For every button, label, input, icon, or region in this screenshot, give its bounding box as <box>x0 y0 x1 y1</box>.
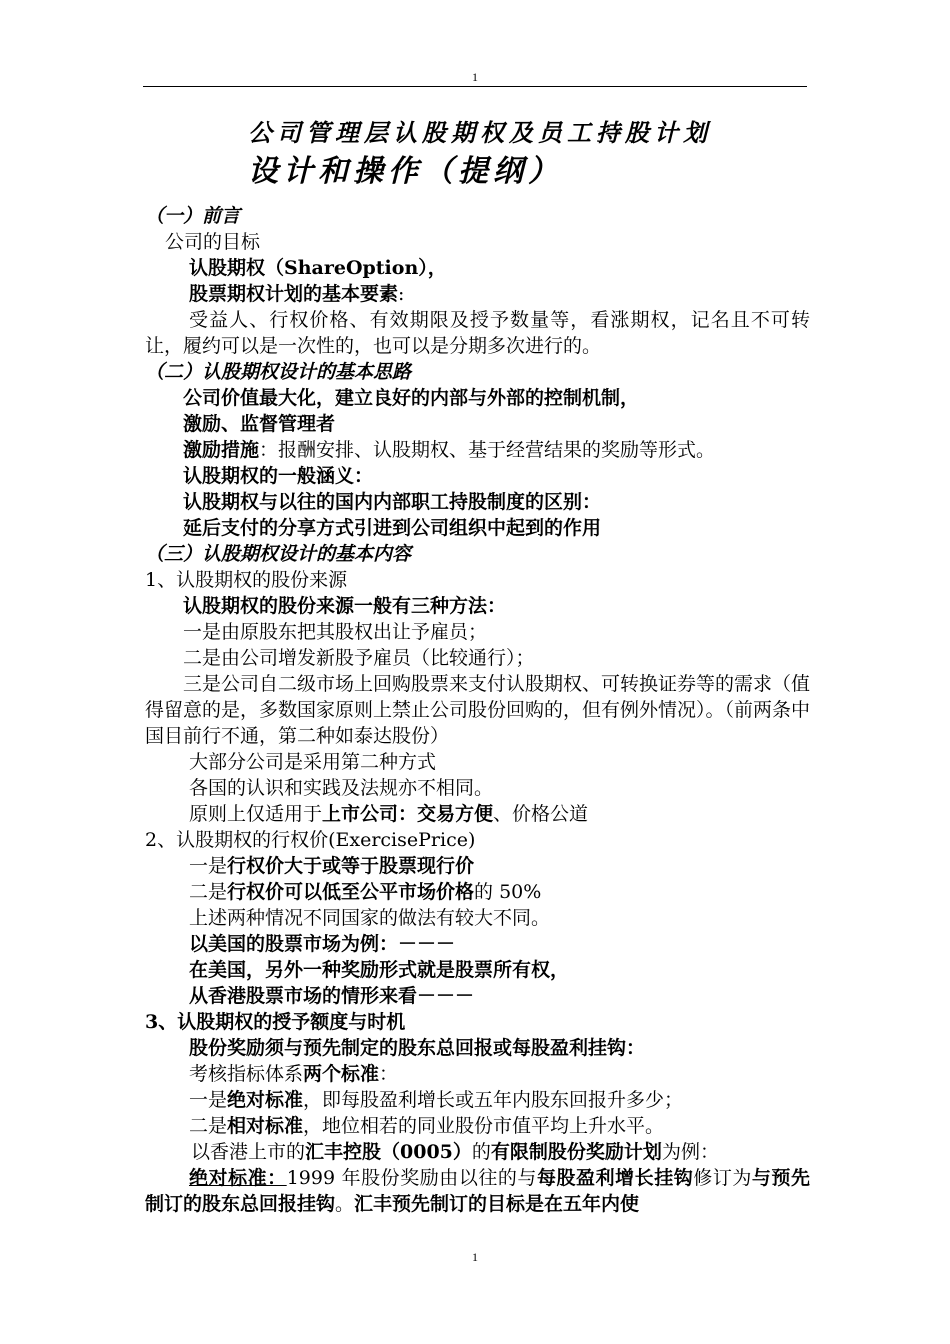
text-span: 一是 <box>189 855 228 877</box>
text-span: 绝对标准 <box>227 1089 304 1111</box>
page-number-bottom: 1 <box>472 1250 478 1264</box>
section-heading-3: （三）认股期权设计的基本内容 <box>145 543 412 565</box>
text-line: 认股期权的股份来源一般有三种方法： <box>183 595 507 617</box>
section-heading-1: （一）前言 <box>145 205 241 227</box>
paragraph <box>145 1165 810 1217</box>
text-line: 以美国的股票市场为例：－－－ <box>189 933 456 955</box>
text-line <box>145 281 810 307</box>
text-line: 公司价值最大化，建立良好的内部与外部的控制机制， <box>183 387 640 409</box>
numbered-heading: 1、认股期权的股份来源 <box>145 569 348 591</box>
doc-title-line1: 公司管理层认股期权及员工持股计划 <box>248 119 712 147</box>
document-body <box>145 203 810 1217</box>
text-line <box>145 1061 810 1087</box>
text-line: 二是由公司增发新股予雇员（比较通行）； <box>183 647 535 669</box>
text-span: 有限制股份奖励计划 <box>490 1141 662 1163</box>
text-span: ，即每股盈利增长或五年内股东回报升多少； <box>303 1089 684 1111</box>
text-line: 认股期权（ShareOption）， <box>189 257 447 279</box>
text-line: 认股期权与以往的国内内部职工持股制度的区别： <box>183 491 602 513</box>
text-line: 股份奖励须与预先制定的股东总回报或每股盈利挂钩： <box>189 1037 646 1059</box>
text-span: 1999 年股份奖励由以往的与 <box>286 1167 537 1189</box>
text-span: 二是 <box>189 881 228 903</box>
paragraph: 三是公司自二级市场上回购股票来支付认股期权、可转换证券等的需求（值得留意的是，多数国家原则上禁止公司股份回购的，但有例外情况）。（前两条中国目前行不通，第二种如泰达股份） <box>145 673 811 747</box>
paragraph: 受益人、行权价格、有效期限及授予数量等，看涨期权，记名且不可转让，履约可以是一次性的，也可以是分期多次进行的。 <box>145 309 810 357</box>
text-line: 上述两种情况不同国家的做法有较大不同。 <box>189 907 551 929</box>
text-span: 的 <box>471 1141 491 1163</box>
text-line: 各国的认识和实践及法规亦不相同。 <box>189 777 494 799</box>
text-span: 每股盈利增长挂钩 <box>536 1167 694 1189</box>
text-span: 二是 <box>189 1115 228 1137</box>
text-span: 考核指标体系 <box>189 1063 304 1085</box>
text-span: 为例： <box>661 1141 719 1163</box>
text-span: 两个标准 <box>303 1063 380 1085</box>
text-line <box>145 1139 810 1165</box>
text-line <box>145 1113 810 1139</box>
text-line: 延后支付的分享方式引进到公司组织中起到的作用 <box>183 517 602 539</box>
text-span: 。 <box>335 1193 355 1215</box>
text-line: 大部分公司是采用第二种方式 <box>189 751 437 773</box>
text-span: 与预先制订的股东总回报挂钩 <box>145 1167 810 1215</box>
text-span: ：报酬安排、认股期权、基于经营结果的奖励等形式。 <box>259 439 716 461</box>
text-span: 以香港上市的 <box>191 1141 306 1163</box>
header-rule <box>143 86 807 87</box>
text-span: 相对标准 <box>227 1115 304 1137</box>
text-line: 公司的目标 <box>165 231 261 253</box>
text-line: 激励、监督管理者 <box>183 413 336 435</box>
doc-title-line2: 设计和操作（提纲） <box>248 154 563 189</box>
text-line <box>145 801 810 827</box>
text-line: 一是由原股东把其股权出让予雇员； <box>183 621 488 643</box>
text-line <box>145 853 810 879</box>
text-span: 汇丰控股（0005） <box>305 1141 472 1163</box>
text-span: 激励措施 <box>183 439 260 461</box>
text-span: 行权价可以低至公平市场价格 <box>227 881 475 903</box>
text-line: 认股期权的一般涵义： <box>183 465 374 487</box>
text-span: 绝对标准： <box>189 1167 287 1189</box>
text-span: 原则上仅适用于 <box>189 803 323 825</box>
text-span: : <box>398 283 405 305</box>
text-line <box>145 1087 810 1113</box>
numbered-heading: 3、认股期权的授予额度与时机 <box>145 1011 406 1033</box>
text-span: 、价格公道 <box>493 803 589 825</box>
numbered-heading: 2、认股期权的行权价(ExercisePrice) <box>145 829 476 851</box>
text-span: 一是 <box>189 1089 228 1111</box>
page-number-top: 1 <box>472 70 478 84</box>
text-span: 修订为 <box>693 1167 752 1189</box>
text-span: 的 50% <box>474 881 542 903</box>
text-line <box>145 437 810 463</box>
text-span: ，地位相若的同业股份市值平均上升水平。 <box>303 1115 665 1137</box>
text-span: 上市公司：交易方便 <box>322 803 494 825</box>
text-span: 股票期权计划的基本要素 <box>189 283 399 305</box>
text-span: 行权价大于或等于股票现行价 <box>227 855 475 877</box>
text-line: 从香港股票市场的情形来看－－－ <box>189 985 475 1007</box>
text-span: 汇丰预先制订的目标是在五年内使 <box>354 1193 640 1215</box>
section-heading-2: （二）认股期权设计的基本思路 <box>145 361 412 383</box>
text-line: 在美国，另外一种奖励形式就是股票所有权， <box>189 959 570 981</box>
text-span: ： <box>379 1063 399 1085</box>
text-line <box>145 879 810 905</box>
